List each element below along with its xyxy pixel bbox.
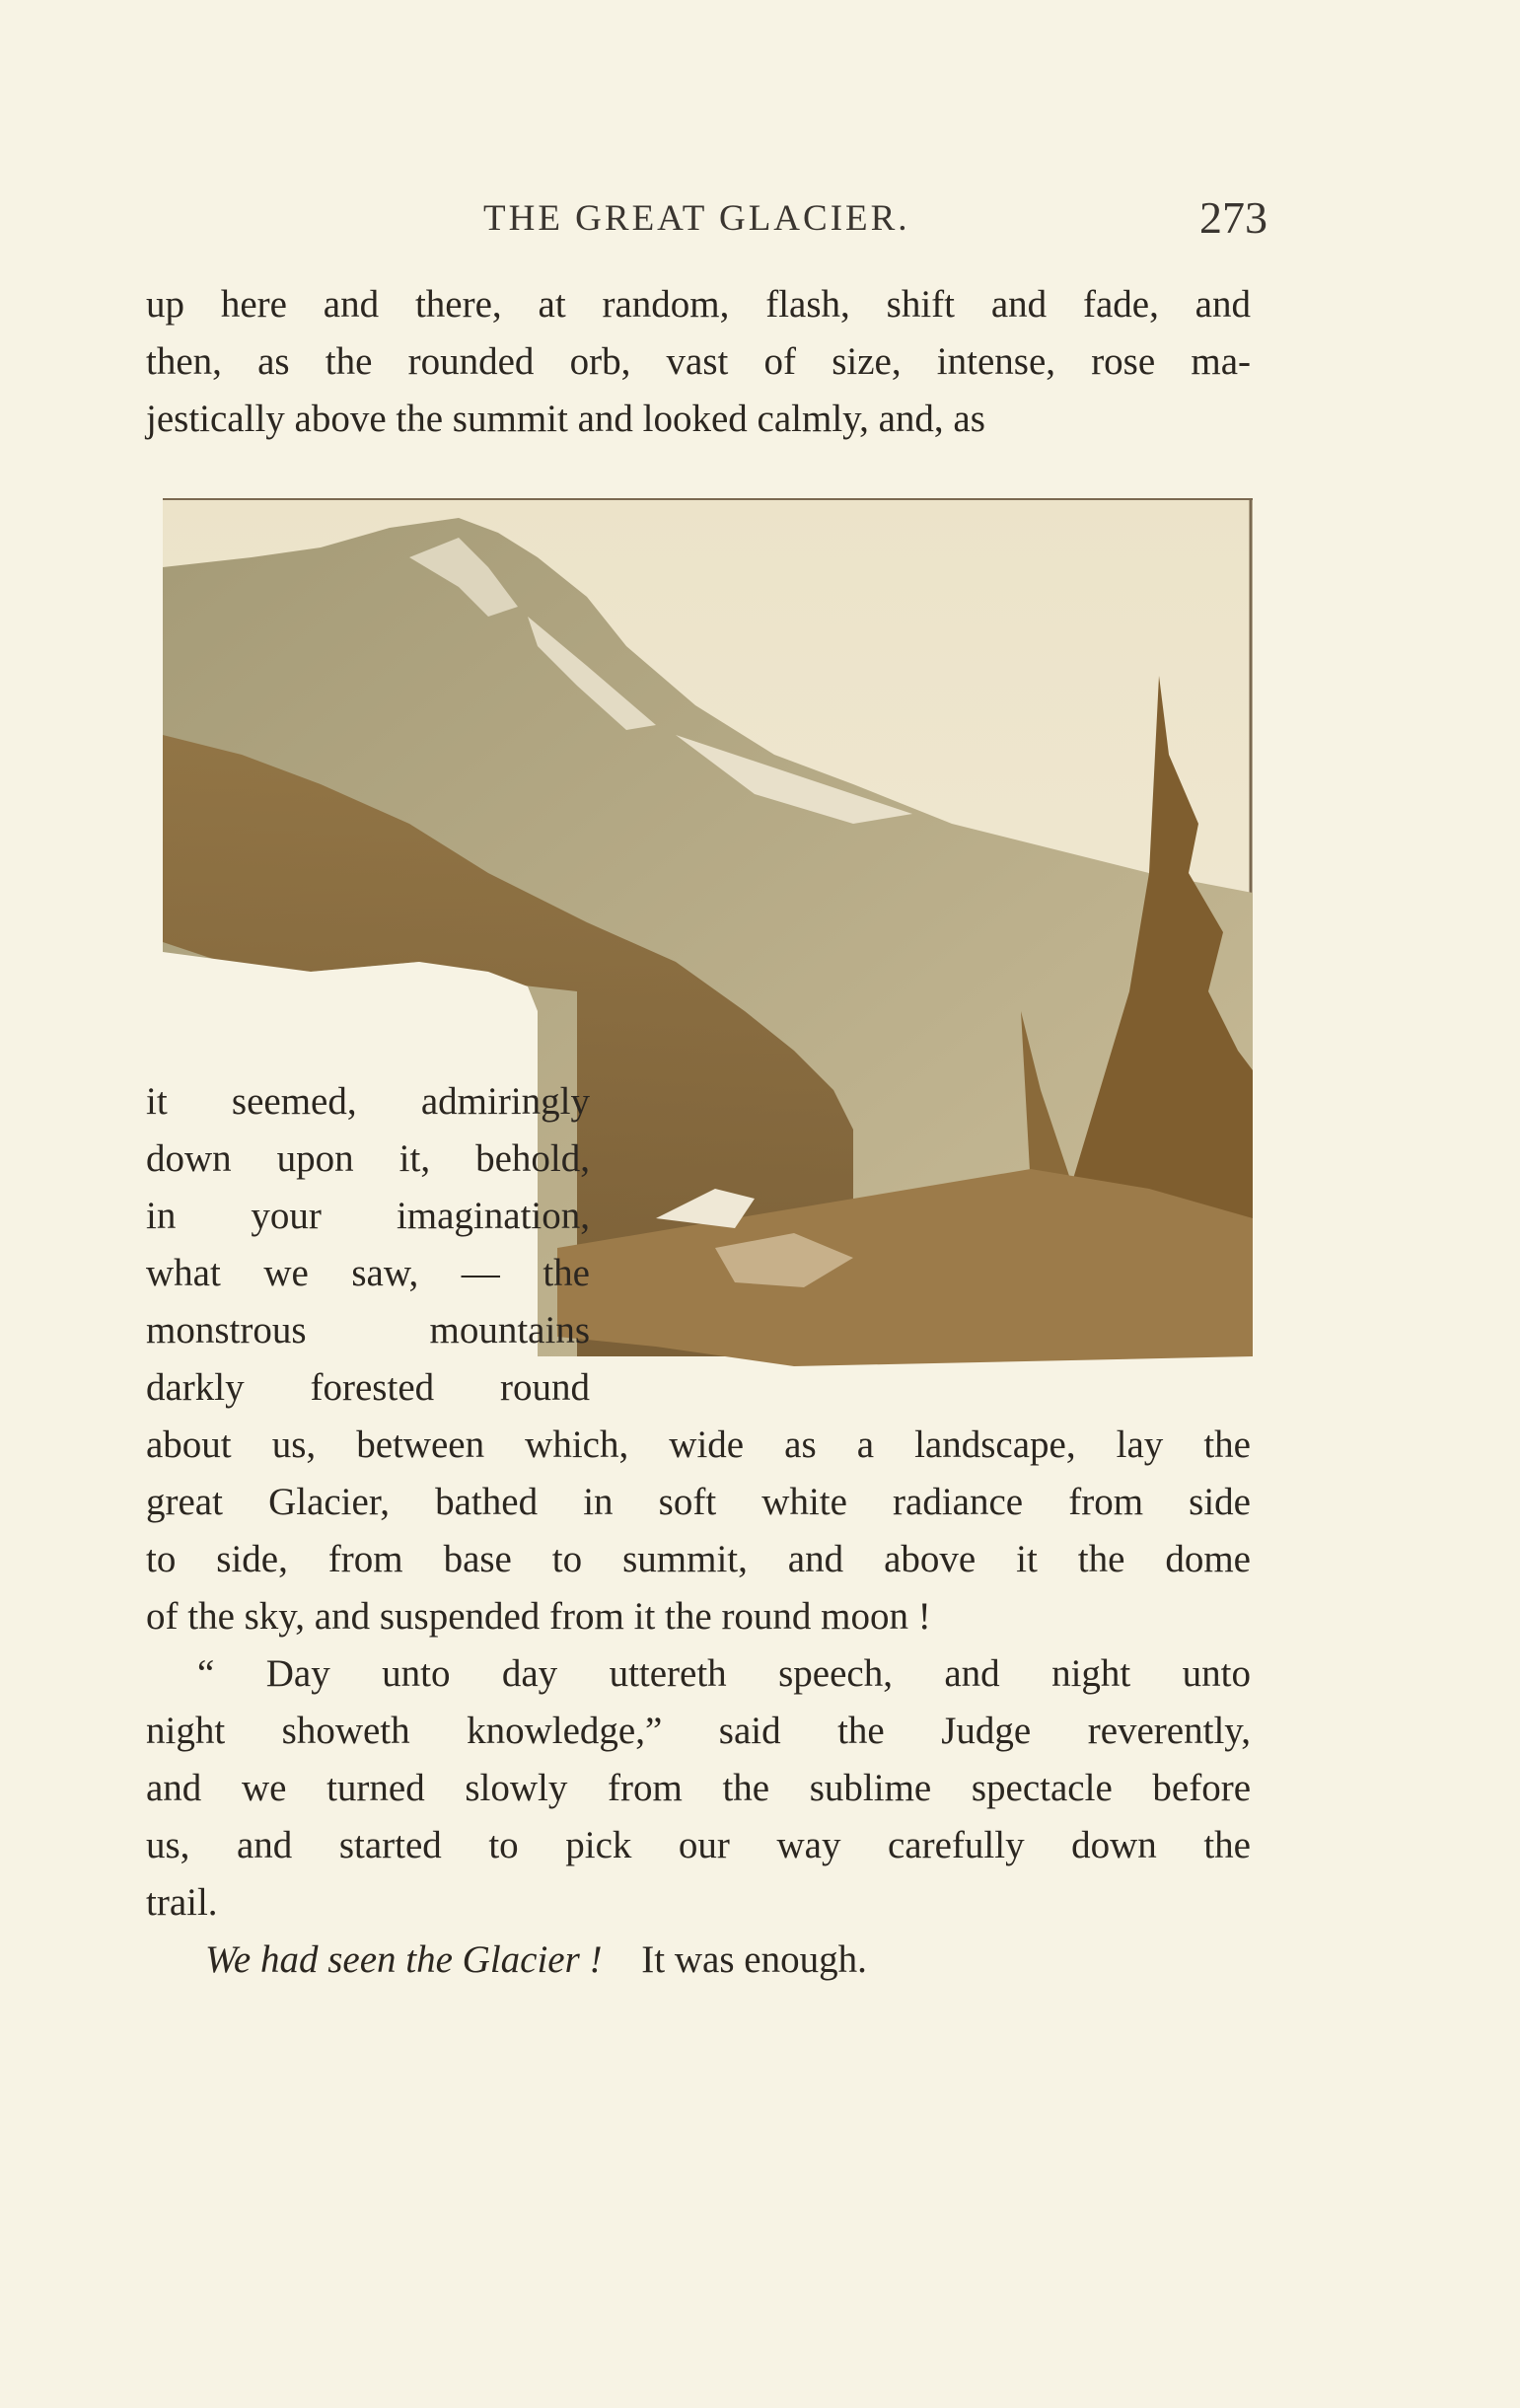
text-line: about us, between which, wide as a landscape, lay the [146, 1423, 1251, 1466]
text-line: down upon it, behold, [146, 1137, 590, 1180]
page-number: 273 [1199, 192, 1267, 243]
text-line: in your imagination, [146, 1195, 590, 1237]
text-line: what we saw, — the [146, 1252, 590, 1294]
page-header [0, 192, 1520, 256]
closing-italic: We had seen the Glacier ! [205, 1938, 603, 1981]
text-line: to side, from base to summit, and above it the dome [146, 1538, 1251, 1580]
text-line: trail. [146, 1881, 218, 1924]
text-line: and we turned slowly from the sublime spectacle before [146, 1767, 1251, 1809]
closing-regular: It was enough. [641, 1938, 867, 1981]
text-line: “ Day unto day uttereth speech, and night unto [197, 1652, 1251, 1695]
closing-line [146, 1932, 1251, 1989]
text-line: us, and started to pick our way carefully down the [146, 1824, 1251, 1866]
running-head: THE GREAT GLACIER. [483, 198, 910, 239]
text-line: of the sky, and suspended from it the round moon ! [146, 1595, 931, 1638]
text-line: night showeth knowledge,” said the Judge reverently, [146, 1710, 1251, 1752]
text-line: darkly forested round [146, 1366, 590, 1409]
text-line: up here and there, at random, flash, shift and fade, and [146, 283, 1251, 326]
text-line: monstrous mountains [146, 1309, 590, 1351]
text-line: great Glacier, bathed in soft white radiance from side [146, 1481, 1251, 1523]
text-line: it seemed, admiringly [146, 1080, 590, 1123]
text-line: jestically above the summit and looked calmly, and, as [146, 398, 985, 440]
text-line: then, as the rounded orb, vast of size, intense, rose ma- [146, 340, 1251, 383]
